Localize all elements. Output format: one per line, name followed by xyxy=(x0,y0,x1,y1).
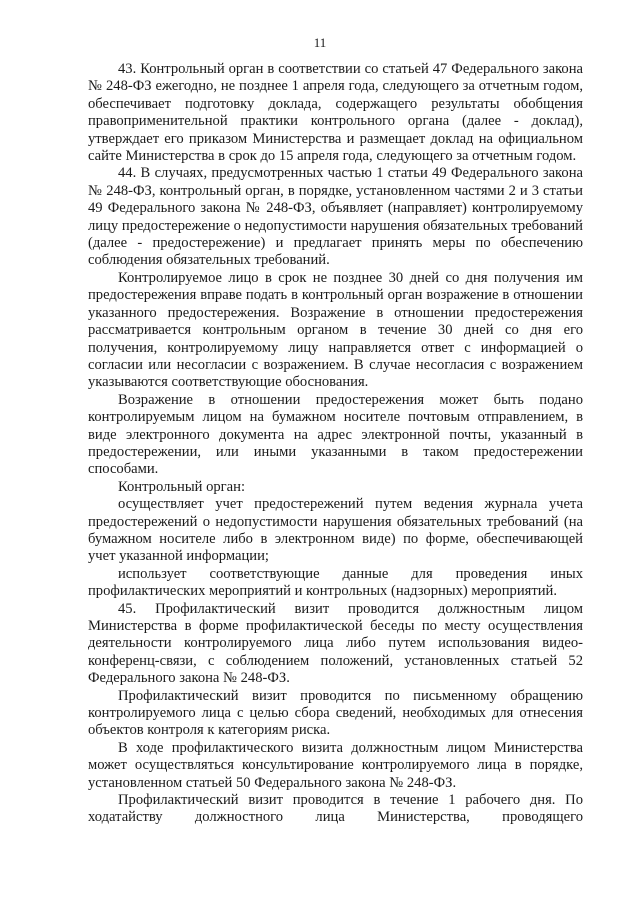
paragraph-visit-request: Профилактический визит проводится по письменному обращению контролируемого лица с целью сбора сведений, необходимых для отнесения объектов контроля к категориям риска. xyxy=(88,687,583,739)
paragraph-43: 43. Контрольный орган в соответствии со статьей 47 Федерального закона № 248-ФЗ ежегодно, не позднее 1 апреля года, следующего за отчетным годом, обеспечивает подготовку доклада, содержащего результаты обобщения правоприменительной практики контрольного органа (далее - доклад), утверждает его приказом Министерства и размещает доклад на официальном сайте Министерства в срок до 15 апреля года, следующего за отчетным годом. xyxy=(88,61,583,165)
paragraph-visit-duration: Профилактический визит проводится в течение 1 рабочего дня. По ходатайству должностного лица Министерства, проводящего xyxy=(88,792,583,826)
paragraph-visit-consulting: В ходе профилактического визита должностным лицом Министерства может осуществляться консультирование контролируемого лица в порядке, установленном статьей 50 Федерального закона № 248-ФЗ. xyxy=(88,739,583,791)
paragraph-objection-deadline: Контролируемое лицо в срок не позднее 30 дней со дня получения им предостережения вправе подать в контрольный орган возражение в отношении указанного предостережения. Возражение в отношении предостережения рассматривается контрольным органом в течение 30 дней со дня его получения, контролируемому лицу направляется ответ с информацией о согласии или несогласии с возражением. В случае несогласия с возражением указываются соответствующие обоснования. xyxy=(88,269,583,391)
paragraph-objection-submission: Возражение в отношении предостережения может быть подано контролируемым лицом на бумажном носителе почтовым отправлением, в виде электронного документа на адрес электронной почты, указанный в предостережении, или иными указанными в таком предостережении способами. xyxy=(88,391,583,478)
paragraph-control-body: Контрольный орган: xyxy=(118,478,246,495)
page-number: 11 xyxy=(313,35,327,50)
paragraph-44: 44. В случаях, предусмотренных частью 1 статьи 49 Федерального закона № 248-ФЗ, контрольный орган, в порядке, установленном частями 2 и 3 статьи 49 Федерального закона № 248-ФЗ, объявляет (направляет) контролируемому лицу предостережение о недопустимости нарушения обязательных требований (далее - предостережение) и предлагает принять меры по обеспечению соблюдения обязательных требований. xyxy=(88,165,583,269)
paragraph-45: 45. Профилактический визит проводится должностным лицом Министерства в форме профилактической беседы по месту осуществления деятельности контролируемого лица либо путем использования видео-конференц-связи, с соблюдением положений, установленных статьей 52 Федерального закона № 248-ФЗ. xyxy=(88,600,583,687)
paragraph-data-use: использует соответствующие данные для проведения иных профилактических мероприятий и контрольных (надзорных) мероприятий. xyxy=(88,565,583,600)
paragraph-warnings-registry: осуществляет учет предостережений путем ведения журнала учета предостережений о недопустимости нарушения обязательных требований (на бумажном носителе либо в электронном виде) по форме, обеспечивающей учет указанной информации; xyxy=(88,496,583,565)
document-body xyxy=(88,61,583,827)
